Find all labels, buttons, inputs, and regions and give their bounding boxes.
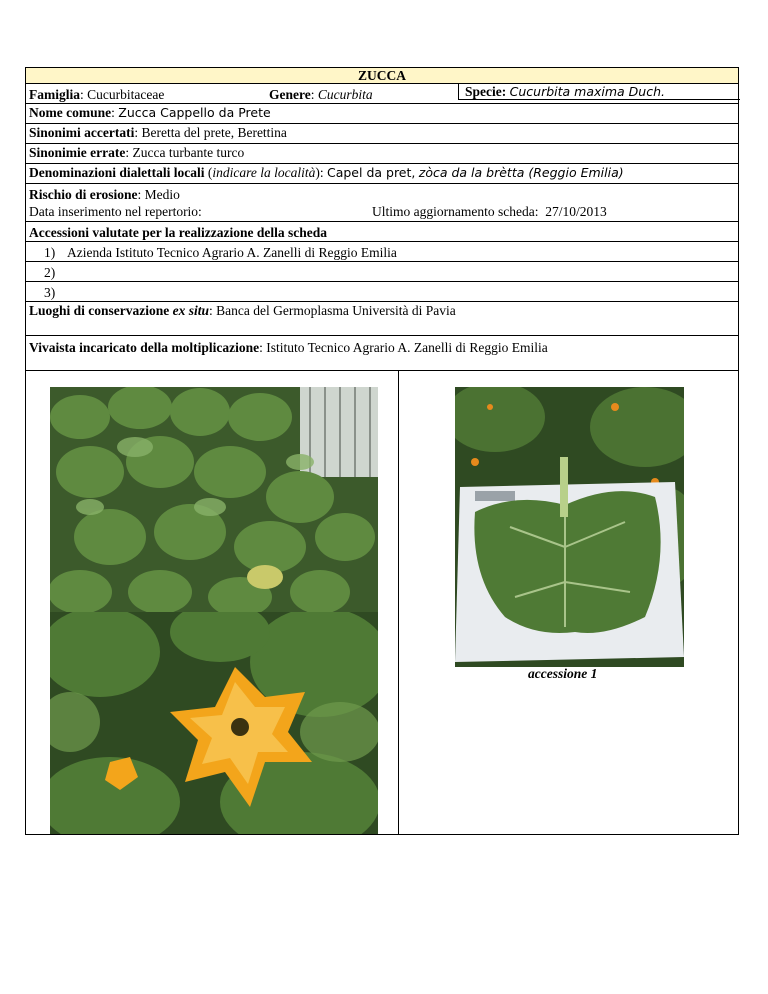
accessioni-row xyxy=(25,221,739,301)
rischio-row: Rischio di erosione: Medio Data inserimento nel repertorio: Ultimo aggiornamento scheda: 27/10/2013 xyxy=(25,183,739,221)
leaf-photo xyxy=(455,387,684,667)
sinonimie-errate-row: Sinonimie errate: Zucca turbante turco xyxy=(25,143,739,163)
taxonomy-row xyxy=(25,83,739,103)
accessioni-label: Accessioni valutate per la realizzazione della scheda xyxy=(29,225,327,240)
flower-photo xyxy=(50,612,378,834)
photo-caption: accessione 1 xyxy=(528,666,598,681)
vivaista-row: Vivaista incaricato della moltiplicazione: Istituto Tecnico Agrario A. Zanelli di Reggio Emilia xyxy=(25,335,739,370)
data-inserimento-label: Data inserimento nel repertorio: xyxy=(29,204,202,219)
famiglia-cell: Famiglia: Cucurbitaceae xyxy=(29,87,165,102)
specie-cell: Specie: Cucurbita maxima Duch. xyxy=(458,84,740,100)
accessione-item: 1) Azienda Istituto Tecnico Agrario A. Zanelli di Reggio Emilia xyxy=(26,241,738,262)
accessione-item: 2) xyxy=(26,261,738,282)
genere-value: Cucurbita xyxy=(317,87,373,102)
ultimo-aggiornamento: Ultimo aggiornamento scheda: 27/10/2013 xyxy=(372,204,607,219)
ultimo-aggiornamento-value: 27/10/2013 xyxy=(545,204,607,219)
nome-comune-value: Zucca Cappello da Prete xyxy=(118,105,271,120)
denominazioni-plain: Capel da pret, xyxy=(326,165,416,180)
denominazioni-italic: zòca da la brètta (Reggio Emilia) xyxy=(418,165,624,180)
photo-divider xyxy=(398,371,399,834)
seedlings-photo xyxy=(50,387,378,612)
nome-comune-row: Nome comune: Zucca Cappello da Prete xyxy=(25,103,739,123)
luoghi-value: Banca del Germoplasma Università di Pavia xyxy=(216,303,456,318)
luoghi-row: Luoghi di conservazione ex situ: Banca del Germoplasma Università di Pavia xyxy=(25,301,739,335)
sheet-title: ZUCCA xyxy=(25,67,739,83)
specie-value: Cucurbita maxima Duch. xyxy=(509,84,665,99)
sinonimi-accertati-value: Beretta del prete, Berettina xyxy=(141,125,287,140)
accessione-item: 3) xyxy=(26,281,738,302)
sinonimie-errate-value: Zucca turbante turco xyxy=(132,145,245,160)
sinonimi-accertati-row: Sinonimi accertati: Beretta del prete, Berettina xyxy=(25,123,739,143)
rischio-value: Medio xyxy=(144,187,180,202)
photo-area xyxy=(25,370,739,835)
genere-cell: Genere: Cucurbita xyxy=(269,87,373,102)
vivaista-value: Istituto Tecnico Agrario A. Zanelli di Reggio Emilia xyxy=(266,340,548,355)
famiglia-value: Cucurbitaceae xyxy=(87,87,165,102)
denominazioni-row: Denominazioni dialettali locali (indicare la località): Capel da pret, zòca da la brètta (Reggio Emilia) xyxy=(25,163,739,183)
